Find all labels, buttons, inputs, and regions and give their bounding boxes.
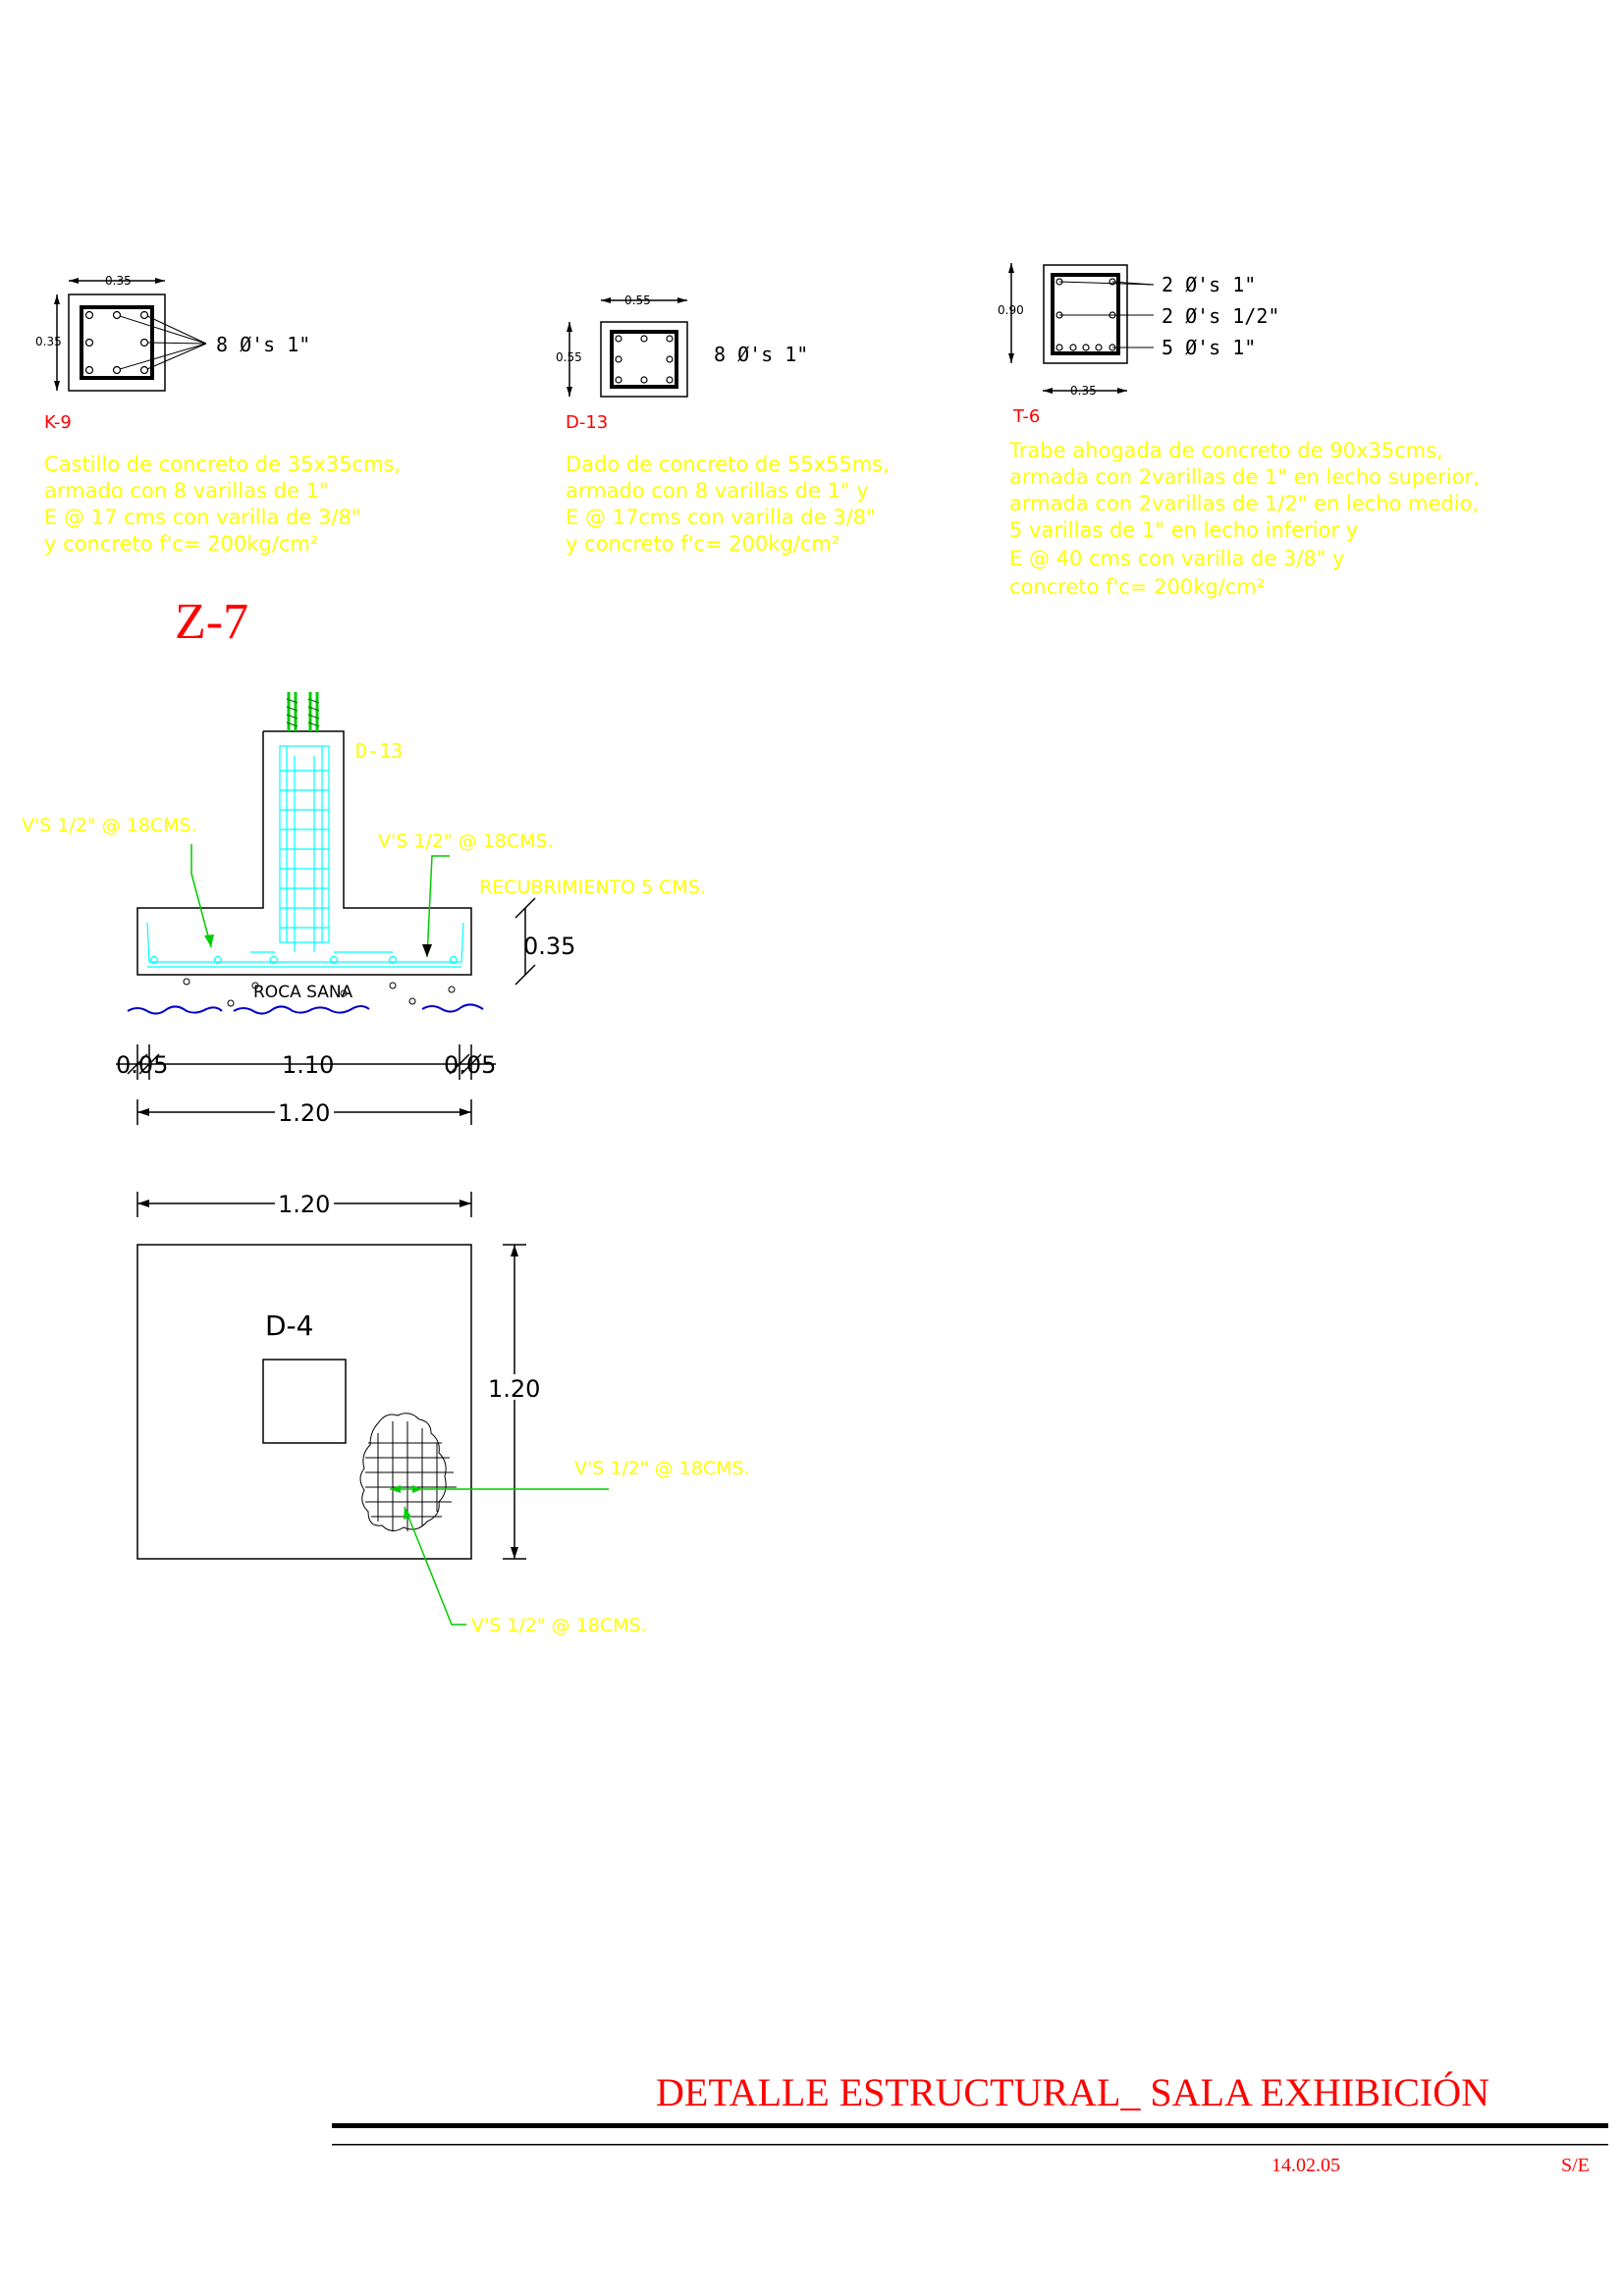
plan-dim-top: 1.20 <box>278 1191 331 1218</box>
t6-desc-2: armada con 2varillas de 1" en lecho superior, <box>1009 465 1480 489</box>
t6-dim-height: 0.90 <box>998 303 1024 317</box>
drawing-date: 14.02.05 <box>1271 2155 1340 2176</box>
d13-desc-2: armado con 8 varillas de 1" y <box>566 479 869 503</box>
column-label: D-13 <box>355 739 404 763</box>
d13-desc-3: E @ 17cms con varilla de 3/8" <box>566 506 876 529</box>
t6-rebar-label-bottom: 5 Ø's 1" <box>1162 336 1257 359</box>
plan-rebar-bottom: V'S 1/2" @ 18CMS. <box>471 1615 647 1636</box>
footing-plan <box>137 1190 750 1636</box>
t6-desc-4: 5 varillas de 1" en lecho inferior y <box>1009 518 1359 542</box>
t6-code: T-6 <box>1013 406 1041 427</box>
k9-dim-width: 0.35 <box>105 274 132 288</box>
dim-total: 1.20 <box>278 1099 331 1127</box>
cover-label: RECUBRIMIENTO 5 CMS. <box>479 877 706 898</box>
plan-column-label: D-4 <box>265 1309 314 1342</box>
k9-code: K-9 <box>44 412 72 433</box>
bottom-mat <box>147 923 463 967</box>
rebar-right-label: V'S 1/2" @ 18CMS. <box>378 830 554 852</box>
footing-outline <box>137 731 471 975</box>
t6-rebar-label-top: 2 Ø's 1" <box>1162 273 1257 296</box>
dim-right: 0.05 <box>444 1051 497 1079</box>
column-cage <box>250 746 393 952</box>
depth-dim: 0.35 <box>523 933 576 960</box>
k9-desc-2: armado con 8 varillas de 1" <box>44 479 329 503</box>
k9-desc-1: Castillo de concreto de 35x35cms, <box>44 453 402 476</box>
section-k9 <box>35 274 401 556</box>
title-block <box>332 2070 1608 2176</box>
dim-left: 0.05 <box>116 1051 169 1079</box>
d13-dim-width: 0.55 <box>624 294 651 307</box>
footing-title: Z-7 <box>175 594 249 650</box>
soil-label: ROCA SANA <box>253 983 353 1002</box>
section-d13 <box>556 294 890 556</box>
d13-dim-height: 0.55 <box>556 350 582 364</box>
footing-elevation <box>22 692 706 1127</box>
k9-desc-3: E @ 17 cms con varilla de 3/8" <box>44 506 361 529</box>
title-rule-thick <box>332 2123 1608 2128</box>
d13-rebar-label: 8 Ø's 1" <box>714 343 809 366</box>
k9-desc-4: y concreto f'c= 200kg/cm² <box>44 532 319 556</box>
title-rule-thin <box>332 2144 1608 2146</box>
t6-dim-width: 0.35 <box>1070 384 1097 398</box>
drawing-title: DETALLE ESTRUCTURAL_ SALA EXHIBICIÓN <box>656 2070 1489 2114</box>
plan-dim-side: 1.20 <box>488 1375 541 1403</box>
dim-mid: 1.10 <box>282 1051 335 1079</box>
d13-code: D-13 <box>566 412 609 433</box>
rebar-left-label: V'S 1/2" @ 18CMS. <box>22 815 197 836</box>
d13-desc-4: y concreto f'c= 200kg/cm² <box>566 532 840 556</box>
k9-rebar-label: 8 Ø's 1" <box>216 333 311 356</box>
soil-line <box>128 1004 483 1013</box>
plan-rebar-right: V'S 1/2" @ 18CMS. <box>574 1458 750 1479</box>
t6-rebar-label-mid: 2 Ø's 1/2" <box>1162 304 1280 328</box>
t6-desc-1: Trabe ahogada de concreto de 90x35cms, <box>1009 439 1443 462</box>
t6-desc-6: concreto f'c= 200kg/cm² <box>1009 575 1266 599</box>
drawing-scale: S/E <box>1561 2155 1590 2176</box>
plan-column <box>263 1360 346 1443</box>
t6-desc-5: E @ 40 cms con varilla de 3/8" y <box>1009 547 1345 570</box>
section-t6 <box>998 263 1480 599</box>
d13-desc-1: Dado de concreto de 55x55ms, <box>566 453 890 476</box>
k9-dim-height: 0.35 <box>35 335 62 348</box>
t6-desc-3: armada con 2varillas de 1/2" en lecho medio, <box>1009 492 1480 515</box>
plan-outline <box>137 1245 471 1559</box>
